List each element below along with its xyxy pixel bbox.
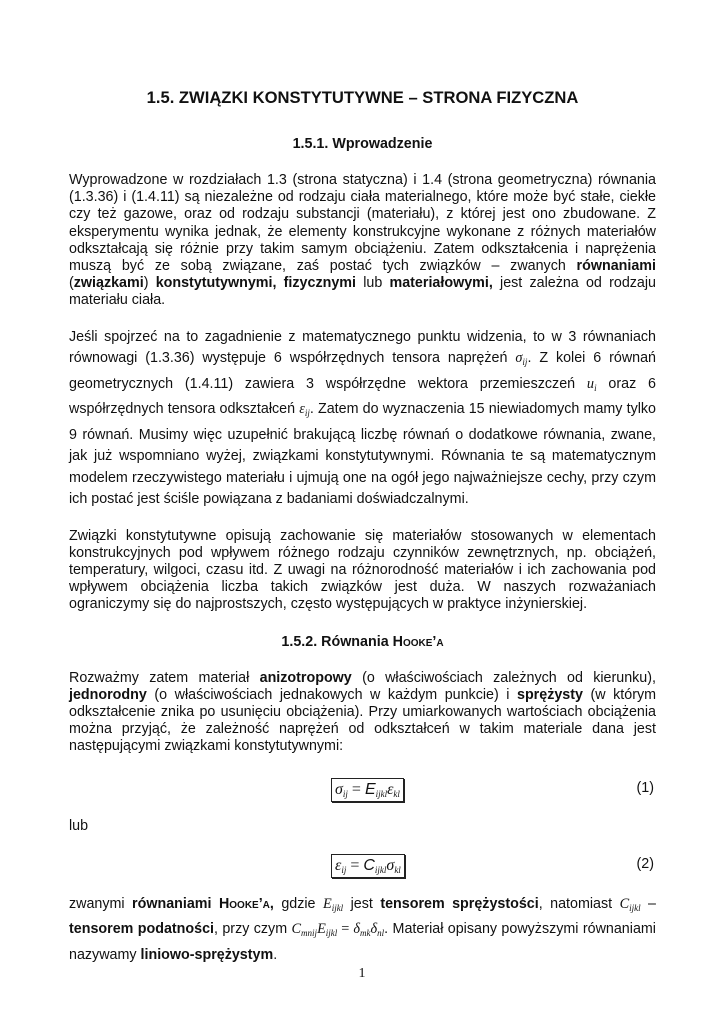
math-symbol: ε <box>299 401 305 418</box>
math-operator: = <box>347 780 365 798</box>
math-symbol: C <box>363 856 375 874</box>
equation-1 <box>69 778 656 804</box>
equation-1-number: (1) <box>636 779 654 796</box>
equation-1-formula <box>331 778 404 802</box>
math-operator: = <box>337 921 354 938</box>
equation-2-formula <box>331 854 405 878</box>
math-subscript: nl <box>377 928 385 939</box>
bold-term: materiałowymi, <box>389 275 493 292</box>
paragraph-intro-1 <box>69 172 656 310</box>
bold-term: związkami <box>73 275 144 292</box>
math-symbol: E <box>317 921 326 938</box>
connector-lub: lub <box>69 817 89 834</box>
page-content <box>69 88 656 966</box>
text-run: (o właściwościach jednakowych w każdym punkcie) i <box>146 686 517 703</box>
stiffness-tensor-symbol <box>323 896 343 912</box>
text-run: ) <box>143 275 156 292</box>
text-run: . Z kolei 6 równań geometrycznych (1.4.11) zawiera 3 współrzędne wektora przemieszczeń <box>69 350 657 392</box>
math-symbol: E <box>322 895 332 912</box>
math-subscript: ij <box>342 788 348 799</box>
math-subscript: i <box>594 382 597 393</box>
math-operator: = <box>346 856 364 874</box>
math-subscript: ijkl <box>331 902 344 913</box>
paragraph-hooke-2 <box>69 894 656 967</box>
math-subscript: mnij <box>301 928 318 939</box>
math-symbol: σ <box>386 856 395 874</box>
bold-term: tensorem podatności <box>69 921 214 938</box>
text-run: Wyprowadzone w rozdziałach 1.3 (strona statyczna) i 1.4 (strona geometryczna) równania (1.3.36) i (1.4.11) są niezależne od rodzaju ciała materialnego, które może być stałe, ciekłe czy też gazowe, oraz od rodzaju substancji (materiału), z której jest ono zbudowane. Z eksperymentu wynika jednak, że elementy konstrukcyjne wykonane z różnych materiałów odkształcają się różnie przy takim samym obciążeniu. Zatem odkształcenia i naprężenia muszą być ze sobą związane, zaś postać tych związków – zwanych <box>69 172 656 275</box>
bold-term: anizotropowy <box>259 669 352 686</box>
page-number: 1 <box>358 966 366 981</box>
math-symbol: C <box>619 895 630 912</box>
bold-term: jednorodny <box>69 686 147 703</box>
paragraph-intro-2 <box>69 327 656 511</box>
math-symbol: σ <box>515 350 523 367</box>
equation-2-number: (2) <box>636 855 654 872</box>
math-symbol: δ <box>370 921 378 938</box>
text-run: jest <box>343 895 381 912</box>
text-run: , natomiast <box>538 895 620 912</box>
text-run: , przy czym <box>214 921 292 938</box>
math-symbol: E <box>364 780 376 798</box>
text-run: Rozważmy zatem materiał <box>69 669 260 686</box>
math-subscript: ij <box>341 864 347 875</box>
chapter-title: 1.5. ZWIĄZKI KONSTYTUTYWNE – STRONA FIZYCZNA <box>146 88 579 107</box>
math-subscript: ij <box>522 357 528 368</box>
math-symbol: δ <box>353 921 360 938</box>
math-subscript: mk <box>360 928 371 939</box>
text-run: (w którym odkształcenie znika po usunięciu obciążenia). Przy umiarkowanych wartościach obciążenia można przyjąć, że zależność naprężeń od odkształceń w takim materiale dana jest następującymi związkami konstytutywnymi: <box>69 686 657 755</box>
math-subscript: ijkl <box>374 864 387 875</box>
bold-term-smallcaps: Hooke’a, <box>218 895 274 912</box>
stress-tensor-symbol <box>515 350 527 366</box>
math-subscript: ijkl <box>325 928 338 939</box>
strain-tensor-symbol <box>299 401 310 417</box>
math-symbol: ε <box>335 856 342 874</box>
heading-text: 1.5.2. Równania <box>281 633 393 650</box>
text-run: Jeśli spojrzeć na to zagadnienie z matematycznego punktu widzenia, to w 3 równaniach równowagi (1.3.36) występuje 6 współrzędnych tensora naprężeń <box>69 328 656 367</box>
math-subscript: ijkl <box>375 788 388 799</box>
text-run: lub <box>355 275 390 292</box>
math-symbol: σ <box>335 780 343 798</box>
text-run: oraz 6 współrzędnych tensora odkształceń <box>69 375 656 418</box>
text-run: zwanymi <box>69 895 133 912</box>
heading-name-smallcaps: Hooke’a <box>392 633 444 650</box>
bold-term: równaniami <box>576 258 656 275</box>
text-run: jest zależna od rodzaju materiału ciała. <box>69 275 656 309</box>
bold-term: sprężysty <box>517 686 583 703</box>
math-symbol: ε <box>387 780 394 798</box>
bold-term: liniowo-sprężystym <box>140 946 274 963</box>
math-subscript: ijkl <box>629 902 641 913</box>
math-subscript: ij <box>304 408 310 419</box>
paragraph-intro-3: Związki konstytutywne opisują zachowanie się materiałów stosowanych w elementach konstrukcyjnych pod wpływem różnego rodzaju czynników zewnętrznych, np. obciążeń, temperatury, wilgoci, czasu itd. Z uwagi na różnorodność materiałów i ich zachowania pod wpływem obciążenia liczba takich związków jest duża. W naszych rozważaniach ograniczymy się do najprostszych, często występujących w praktyce inżynierskiej. <box>69 527 656 613</box>
equation-2 <box>69 854 656 880</box>
math-symbol: C <box>291 921 302 938</box>
paragraph-hooke-1 <box>69 670 656 756</box>
math-subscript: kl <box>394 864 401 875</box>
text-run: (o właściwościach zależnych od kierunku), <box>351 669 656 686</box>
bold-term: konstytutywnymi, fizycznymi <box>155 275 356 292</box>
text-run: . Zatem do wyznaczenia 15 niewiadomych mamy tylko 9 równań. Musimy więc uzupełnić brakującą liczbę równań o dodatkowe równania, zwane, jak już wspomniano wyżej, związkami konstytutywnymi. Równania te są matematycznym modelem rzeczywistego materiału i ujmują one na ogół jego najważniejsze cechy, przy czym ich postać jest ściśle powiązana z badaniami doświadczalnymi. <box>69 401 657 508</box>
displacement-vector-symbol <box>587 376 597 392</box>
bold-term: tensorem sprężystości <box>380 895 539 912</box>
text-run: gdzie <box>273 895 323 912</box>
section-heading-introduction: 1.5.1. Wprowadzenie <box>292 136 433 152</box>
text-run: ( <box>69 275 74 292</box>
inverse-relation-formula <box>292 921 385 937</box>
section-heading-hooke <box>69 634 656 650</box>
bold-term: równaniami <box>132 895 219 912</box>
compliance-tensor-symbol <box>620 896 641 912</box>
text-run: . <box>273 946 278 963</box>
text-run: – <box>640 895 656 912</box>
text-run: . Materiał opisany powyższymi równaniami nazywamy <box>69 921 656 963</box>
math-symbol: u <box>586 375 595 392</box>
math-subscript: kl <box>393 788 400 799</box>
